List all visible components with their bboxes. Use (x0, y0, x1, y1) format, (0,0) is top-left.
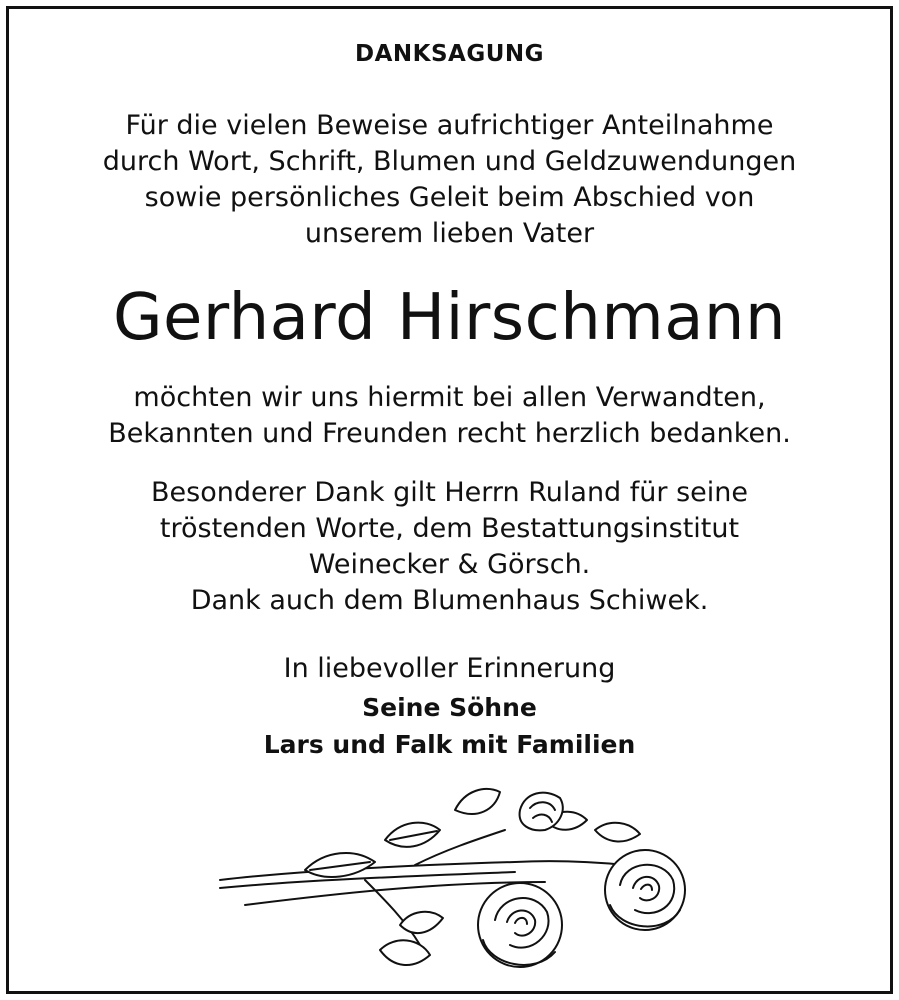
intro-line-2: durch Wort, Schrift, Blumen und Geldzuwendungen (102, 146, 797, 177)
roses-icon (215, 770, 705, 985)
intro-line-1: Für die vielen Beweise aufrichtiger Anteilnahme (125, 110, 774, 141)
thanks-line-2: Bekannten und Freunden recht herzlich bedanken. (108, 418, 791, 449)
special-thanks-line-4: Dank auch dem Blumenhaus Schiwek. (190, 585, 709, 616)
special-thanks-line-1: Besonderer Dank gilt Herrn Ruland für seine (151, 477, 748, 508)
signature-line-2: Lars und Falk mit Familien (263, 730, 636, 759)
notice-heading: DANKSAGUNG (354, 41, 544, 67)
signature-line-1: Seine Söhne (362, 693, 537, 722)
special-thanks-line-3: Weinecker & Görsch. (308, 549, 591, 580)
special-thanks-line-2: tröstenden Worte, dem Bestattungsinstitut (159, 513, 740, 544)
intro-line-3: sowie persönliches Geleit beim Abschied von (144, 182, 755, 213)
closing-line: In liebevoller Erinnerung (283, 653, 616, 684)
thanks-line-1: möchten wir uns hiermit bei allen Verwandten, (133, 382, 766, 413)
intro-line-4: unserem lieben Vater (304, 218, 595, 249)
deceased-name: Gerhard Hirschmann (112, 281, 787, 355)
